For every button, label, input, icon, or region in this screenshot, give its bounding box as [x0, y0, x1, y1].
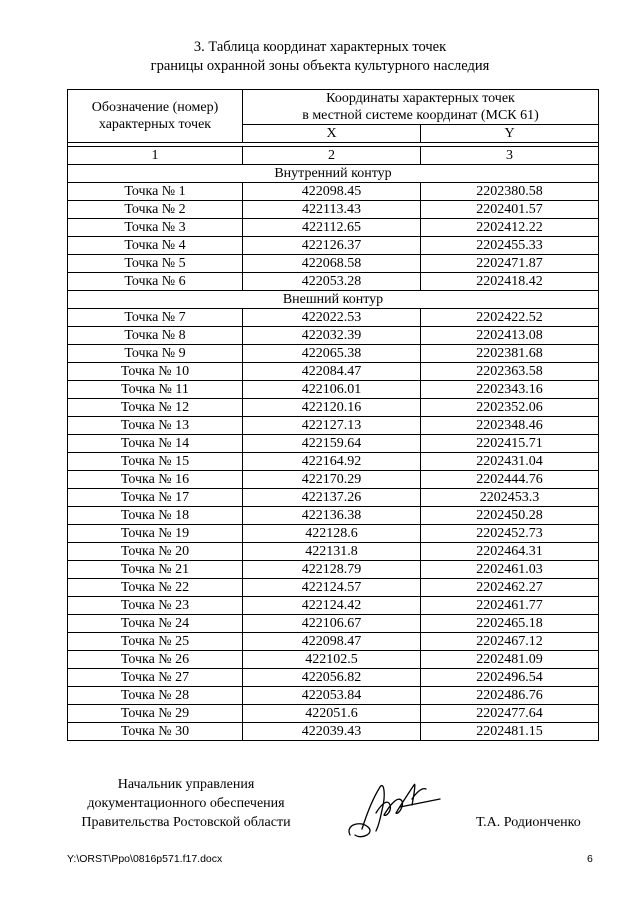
point-cell: Точка № 5	[68, 255, 243, 273]
point-cell: Точка № 26	[68, 651, 243, 669]
x-header: X	[243, 125, 421, 143]
y-cell: 2202381.68	[421, 345, 599, 363]
table-row	[68, 417, 599, 435]
x-cell: 422053.84	[243, 687, 421, 705]
x-cell: 422127.13	[243, 417, 421, 435]
y-cell: 2202462.27	[421, 579, 599, 597]
y-cell: 2202481.15	[421, 723, 599, 741]
x-cell: 422124.42	[243, 597, 421, 615]
point-cell: Точка № 19	[68, 525, 243, 543]
table-row	[68, 363, 599, 381]
y-cell: 2202363.58	[421, 363, 599, 381]
point-cell: Точка № 8	[68, 327, 243, 345]
y-cell: 2202481.09	[421, 651, 599, 669]
point-cell: Точка № 20	[68, 543, 243, 561]
y-cell: 2202352.06	[421, 399, 599, 417]
y-cell: 2202415.71	[421, 435, 599, 453]
coords-header	[243, 90, 599, 125]
point-cell: Точка № 10	[68, 363, 243, 381]
table-row	[68, 597, 599, 615]
x-cell: 422113.43	[243, 201, 421, 219]
table-row	[68, 345, 599, 363]
table-row	[68, 273, 599, 291]
x-cell: 422120.16	[243, 399, 421, 417]
table-row	[68, 615, 599, 633]
point-cell: Точка № 17	[68, 489, 243, 507]
x-cell: 422164.92	[243, 453, 421, 471]
col-number-1: 1	[68, 147, 243, 165]
point-cell: Точка № 29	[68, 705, 243, 723]
file-path: Y:\ORST\Ppo\0816p571.f17.docx	[67, 853, 223, 865]
x-cell: 422022.53	[243, 309, 421, 327]
table-row	[68, 507, 599, 525]
page-number: 6	[587, 853, 593, 865]
y-cell: 2202413.08	[421, 327, 599, 345]
y-cell: 2202343.16	[421, 381, 599, 399]
x-cell: 422032.39	[243, 327, 421, 345]
coordinates-table	[67, 89, 599, 741]
x-cell: 422136.38	[243, 507, 421, 525]
x-cell: 422137.26	[243, 489, 421, 507]
handwritten-signature	[340, 765, 460, 845]
y-cell: 2202412.22	[421, 219, 599, 237]
x-cell: 422170.29	[243, 471, 421, 489]
point-cell: Точка № 12	[68, 399, 243, 417]
y-cell: 2202461.77	[421, 597, 599, 615]
y-cell: 2202461.03	[421, 561, 599, 579]
x-cell: 422051.6	[243, 705, 421, 723]
signer-position-line1: Начальник управления	[117, 777, 255, 792]
point-cell: Точка № 30	[68, 723, 243, 741]
table-row	[68, 525, 599, 543]
point-cell: Точка № 13	[68, 417, 243, 435]
table-row	[68, 201, 599, 219]
col-number-2: 2	[243, 147, 421, 165]
table-row	[68, 489, 599, 507]
x-cell: 422065.38	[243, 345, 421, 363]
x-cell: 422131.8	[243, 543, 421, 561]
table-row	[68, 705, 599, 723]
table-row	[68, 255, 599, 273]
col-number-3: 3	[421, 147, 599, 165]
table-row	[68, 669, 599, 687]
point-cell: Точка № 18	[68, 507, 243, 525]
point-cell: Точка № 9	[68, 345, 243, 363]
point-cell: Точка № 1	[68, 183, 243, 201]
table-row	[68, 381, 599, 399]
table-row	[68, 219, 599, 237]
coords-header-line2: в местной системе координат (МСК 61)	[302, 108, 539, 123]
point-cell: Точка № 14	[68, 435, 243, 453]
y-cell: 2202453.3	[421, 489, 599, 507]
signer-position	[66, 775, 306, 832]
outer-contour-heading: Внешний контур	[68, 291, 599, 309]
point-cell: Точка № 27	[68, 669, 243, 687]
table-row	[68, 723, 599, 741]
y-cell: 2202450.28	[421, 507, 599, 525]
table-title-line2: границы охранной зоны объекта культурного наследия	[150, 58, 490, 74]
y-cell: 2202486.76	[421, 687, 599, 705]
point-cell: Точка № 21	[68, 561, 243, 579]
table-row	[68, 183, 599, 201]
table-row	[68, 399, 599, 417]
table-row	[68, 543, 599, 561]
table-row	[68, 309, 599, 327]
point-cell: Точка № 28	[68, 687, 243, 705]
x-cell: 422053.28	[243, 273, 421, 291]
y-cell: 2202467.12	[421, 633, 599, 651]
x-cell: 422124.57	[243, 579, 421, 597]
x-cell: 422102.5	[243, 651, 421, 669]
point-cell: Точка № 24	[68, 615, 243, 633]
y-cell: 2202464.31	[421, 543, 599, 561]
y-cell: 2202465.18	[421, 615, 599, 633]
y-cell: 2202380.58	[421, 183, 599, 201]
y-header: Y	[421, 125, 599, 143]
table-row	[68, 237, 599, 255]
x-cell: 422112.65	[243, 219, 421, 237]
y-cell: 2202452.73	[421, 525, 599, 543]
point-cell: Точка № 15	[68, 453, 243, 471]
signer-position-line2: документационного обеспечения	[87, 796, 285, 811]
point-cell: Точка № 4	[68, 237, 243, 255]
point-cell: Точка № 7	[68, 309, 243, 327]
table-row	[68, 435, 599, 453]
y-cell: 2202496.54	[421, 669, 599, 687]
y-cell: 2202471.87	[421, 255, 599, 273]
point-cell: Точка № 16	[68, 471, 243, 489]
y-cell: 2202477.64	[421, 705, 599, 723]
x-cell: 422098.47	[243, 633, 421, 651]
signer-name: Т.А. Родионченко	[476, 815, 581, 830]
point-cell: Точка № 22	[68, 579, 243, 597]
x-cell: 422128.79	[243, 561, 421, 579]
table-row	[68, 579, 599, 597]
point-cell: Точка № 23	[68, 597, 243, 615]
x-cell: 422106.01	[243, 381, 421, 399]
table-title-line1: 3. Таблица координат характерных точек	[193, 39, 447, 55]
y-cell: 2202348.46	[421, 417, 599, 435]
x-cell: 422159.64	[243, 435, 421, 453]
inner-contour-heading: Внутренний контур	[68, 165, 599, 183]
x-cell: 422084.47	[243, 363, 421, 381]
y-cell: 2202431.04	[421, 453, 599, 471]
table-row	[68, 327, 599, 345]
table-row	[68, 651, 599, 669]
col1-header: Обозначение (номер) характерных точек	[68, 90, 243, 143]
point-cell: Точка № 3	[68, 219, 243, 237]
y-cell: 2202444.76	[421, 471, 599, 489]
x-cell: 422106.67	[243, 615, 421, 633]
point-cell: Точка № 25	[68, 633, 243, 651]
point-cell: Точка № 6	[68, 273, 243, 291]
point-cell: Точка № 2	[68, 201, 243, 219]
table-row	[68, 561, 599, 579]
coords-header-line1: Координаты характерных точек	[326, 91, 515, 106]
x-cell: 422056.82	[243, 669, 421, 687]
y-cell: 2202418.42	[421, 273, 599, 291]
table-row	[68, 471, 599, 489]
y-cell: 2202401.57	[421, 201, 599, 219]
table-row	[68, 633, 599, 651]
point-cell: Точка № 11	[68, 381, 243, 399]
x-cell: 422098.45	[243, 183, 421, 201]
x-cell: 422126.37	[243, 237, 421, 255]
table-row	[68, 453, 599, 471]
y-cell: 2202422.52	[421, 309, 599, 327]
table-row	[68, 687, 599, 705]
signer-position-line3: Правительства Ростовской области	[81, 815, 291, 830]
y-cell: 2202455.33	[421, 237, 599, 255]
x-cell: 422068.58	[243, 255, 421, 273]
x-cell: 422039.43	[243, 723, 421, 741]
x-cell: 422128.6	[243, 525, 421, 543]
